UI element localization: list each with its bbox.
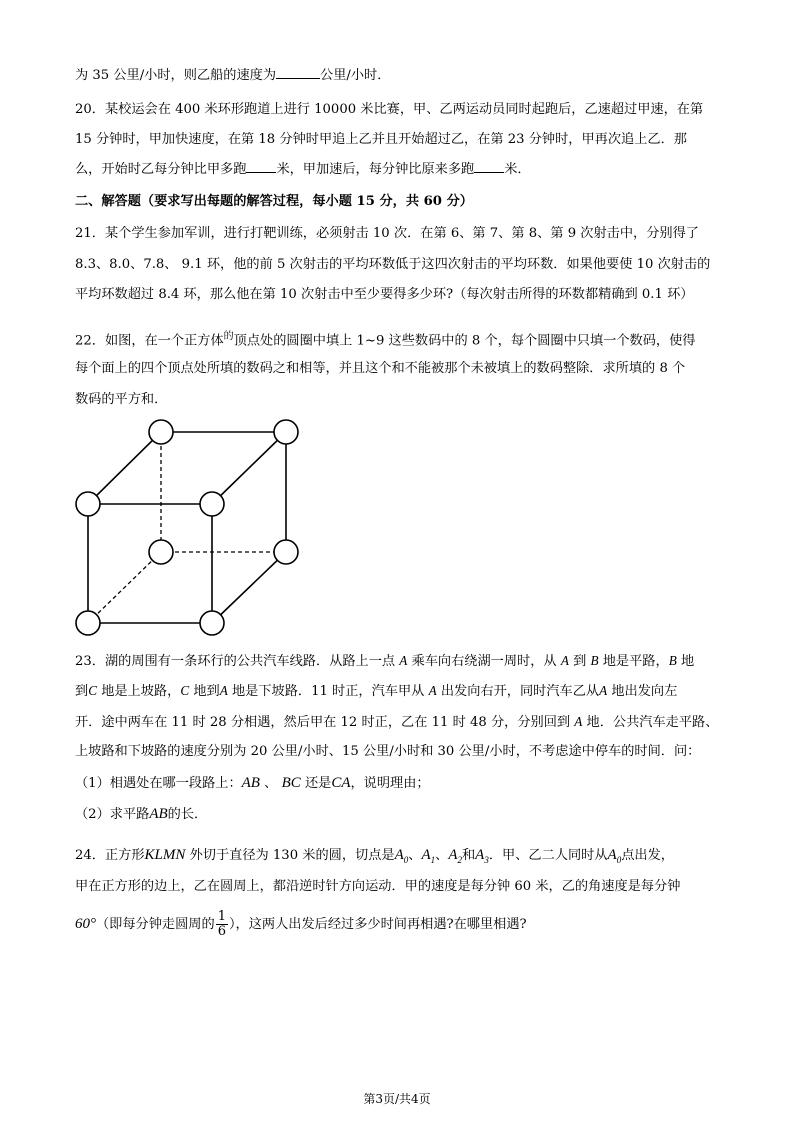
q23-line1-text-c: 到 — [573, 654, 587, 669]
point-a: A — [574, 714, 583, 729]
point-a: A — [399, 653, 408, 668]
point-c: C — [88, 683, 97, 698]
q23-part1-text-c: ，说明理由； — [350, 776, 430, 791]
segment-ab: AB — [241, 775, 260, 791]
q23-part1-sep: 、 — [264, 776, 278, 791]
q22-line3: 数码的平方和． — [75, 392, 168, 407]
q24-line1-text-c: ．甲、乙二人同时从 — [488, 848, 608, 863]
point-b: B — [590, 653, 599, 668]
angle-60-degrees: 60° — [75, 916, 96, 932]
q23-line2-text-f: 地出发向左 — [611, 684, 678, 699]
q21-line2: 8.3、8.0、7.8、 9.1 环，他的前 5 次射击的平均环数低于这四次射击的平均环数．如果他要使 10 次射击的 — [75, 257, 711, 272]
q20-line3-text-b: 米，甲加速后，每分钟比原来多跑 — [276, 162, 475, 177]
q23-line1-text-d: 地是平路， — [602, 654, 669, 669]
q23-line3 — [75, 712, 754, 733]
cube-edge — [212, 552, 286, 623]
point-a0: $A_0$ — [394, 847, 409, 865]
q23-line2-text-b: 地是上坡路， — [101, 684, 181, 699]
q20-line3-text-a: 么，开始时乙每分钟比甲多跑 — [75, 162, 247, 177]
q19-tail-text-a: 为 35 公里/小时，则乙船的速度为 — [75, 68, 277, 83]
point-b: B — [668, 653, 677, 668]
point-a0: $A_0$ — [607, 847, 622, 865]
q23-line2-text-c: 地到 — [193, 684, 220, 699]
point-a3: $A_3$ — [475, 847, 489, 865]
q23-line4: 上坡路和下坡路的速度分别为 20 公里/小时、15 公里/小时和 30 公里/小时，不考虑途中停车的时间．问： — [75, 744, 701, 759]
q19-tail-text-b: 公里/小时． — [320, 68, 391, 83]
point-a: A — [560, 653, 569, 668]
q20-line1: 20．某校运会在 400 米环形跑道上进行 10000 米比赛，甲、乙两运动员同时起跑后，乙速超过甲速，在第 — [75, 102, 704, 117]
q23-line1 — [75, 651, 754, 672]
vertex-circle[interactable] — [200, 492, 224, 516]
vertex-circle[interactable] — [274, 540, 298, 564]
point-a: A — [428, 683, 437, 698]
q20-line3-text-c: 米． — [504, 162, 531, 177]
q22-line1-superscript: 的 — [223, 331, 234, 342]
q24-line1-text-b: 外切于直径为 130 米的圆，切点是 — [189, 848, 395, 863]
page-footer: 第3页/共4页 — [363, 1092, 431, 1106]
q24-line1 — [75, 845, 754, 870]
segment-ab: AB — [149, 806, 168, 822]
q24-sep: 、 — [408, 848, 422, 863]
q23-line2-text-a: 到 — [75, 684, 89, 699]
vertex-circle[interactable] — [200, 611, 224, 635]
q23-part1-text-b: 还是 — [304, 776, 332, 791]
segment-bc: BC — [281, 775, 301, 791]
q24-and: 和 — [461, 848, 476, 863]
fraction-one-sixth — [216, 910, 228, 939]
q24-sep: 、 — [435, 848, 449, 863]
q20-line2: 15 分钟时，甲加快速度，在第 18 分钟时甲追上乙并且开始超过乙，在第 23 分钟时，甲再次追上乙．那 — [75, 132, 687, 147]
q23-part2 — [75, 804, 754, 825]
vertex-circle[interactable] — [149, 420, 173, 444]
q24-line3-text-a: （即每分钟走圆周的 — [96, 917, 215, 932]
q23-part2-text-b: 的长． — [167, 807, 208, 822]
fraction-denominator: 6 — [217, 924, 226, 939]
point-c: C — [180, 683, 190, 698]
vertex-circle[interactable] — [274, 420, 298, 444]
point-a2: $A_2$ — [448, 847, 462, 865]
q22-line2: 每个面上的四个顶点处所填的数码之和相等，并且这个和不能被那个未被填上的数码整除．求所填的 8 个 — [75, 361, 686, 376]
section2-heading: 二、解答题（要求写出每题的解答过程，每小题 15 分，共 60 分） — [75, 194, 473, 209]
q23-line3-text-b: 地．公共汽车走平路、 — [586, 715, 719, 730]
q24-line3-text-b: ），这两人出发后经过多少时间再相遇?在哪里相遇? — [228, 917, 527, 932]
vertex-circle[interactable] — [76, 611, 100, 635]
q24-line1-text-d: 点出发， — [621, 848, 674, 863]
q23-line1-text-a: 23．湖的周围有一条环行的公共汽车线路．从路上一点 — [75, 654, 396, 669]
cube-edge — [88, 432, 161, 504]
q23-part2-text-a: （2）求平路 — [75, 807, 150, 822]
q23-line2-text-e: 出发向右开，同时汽车乙从 — [440, 684, 600, 699]
q22-line1-text-b: 顶点处的圆圈中填上 1~9 这些数码中的 8 个，每个圆圈中只填一个数码，使得 — [233, 333, 696, 349]
vertex-circle[interactable] — [149, 540, 173, 564]
q23-line3-text-a: 开．途中两车在 11 时 28 分相遇，然后甲在 12 时正，乙在 11 时 48 分，分别回到 — [75, 715, 571, 730]
q23-part1 — [75, 773, 754, 794]
q24-line2: 甲在正方形的边上，乙在圆周上，都沿逆时针方向运动．甲的速度是每分钟 60 米，乙的角速度是每分钟 — [75, 879, 681, 894]
fraction-numerator: 1 — [217, 909, 226, 924]
q23-line2 — [75, 681, 754, 702]
q24-line3 — [75, 907, 754, 941]
q23-part1-text-a: （1）相遇处在哪一段路上： — [75, 776, 242, 791]
q24-line1-text-a: 24．正方形 — [75, 848, 145, 863]
q23-line1-text-b: 乘车向右绕湖一周时，从 — [411, 654, 557, 669]
q21-line3: 平均环数超过 8.4 环，那么他在第 10 次射击中至少要得多少环?（每次射击所得的环数都精确到 0.1 环） — [75, 287, 694, 302]
point-a: A — [599, 683, 608, 698]
square-klmn: KLMN — [144, 847, 186, 863]
cube-edge — [212, 432, 286, 504]
q23-line2-text-d: 地是下坡路．11 时正，汽车甲从 — [231, 684, 425, 699]
point-a: A — [219, 683, 228, 698]
q21-line1: 21．某个学生参加军训，进行打靶训练，必须射击 10 次．在第 6、第 7、第 8、第 9 次射击中，分别得了 — [75, 226, 699, 241]
segment-ca: CA — [331, 775, 351, 791]
cube-hidden-edge — [88, 552, 161, 623]
q23-line1-text-e: 地 — [680, 654, 695, 669]
q22-line1-text-a: 22．如图，在一个正方体 — [75, 333, 224, 349]
vertex-circle[interactable] — [76, 492, 100, 516]
point-a1: $A_1$ — [421, 847, 436, 865]
